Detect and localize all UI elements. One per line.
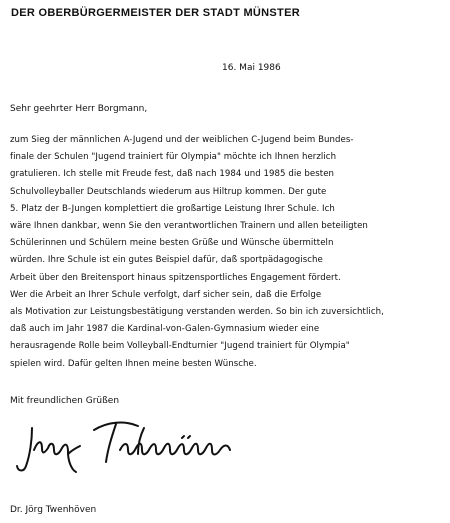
- body-line: zum Sieg der männlichen A-Jugend und der weiblichen C-Jugend beim Bundes-: [10, 135, 354, 145]
- body-line: Schulvolleyballer Deutschlands wiederum aus Hiltrup kommen. Der gute: [10, 186, 327, 197]
- handwritten-signature: [12, 410, 252, 480]
- letter-date: 16. Mai 1986: [222, 63, 281, 73]
- salutation: Sehr geehrter Herr Borgmann,: [10, 104, 148, 114]
- body-line: Arbeit über den Breitensport hinaus spitzensportliches Engagement fördert.: [10, 272, 341, 283]
- body-line: Schülerinnen und Schülern meine besten Grüße und Wünsche übermitteln: [10, 238, 334, 249]
- body-line: daß auch im Jahr 1987 die Kardinal-von-Galen-Gymnasium wieder eine: [10, 324, 320, 335]
- letter-body: [10, 132, 446, 373]
- signer-name: Dr. Jörg Twenhöven: [10, 505, 97, 515]
- body-line: gratulieren. Ich stelle mit Freude fest, daß nach 1984 und 1985 die besten: [10, 169, 335, 180]
- body-line: als Motivation zur Leistungsbestätigung verstanden werden. So bin ich zuversichtlich,: [10, 307, 384, 318]
- body-line: Wer die Arbeit an Ihrer Schule verfolgt, darf sicher sein, daß die Erfolge: [10, 289, 322, 300]
- body-line: spielen wird. Dafür gelten Ihnen meine besten Wünsche.: [10, 358, 257, 369]
- body-line: finale der Schulen "Jugend trainiert für Olympia" möchte ich Ihnen herzlich: [10, 152, 337, 163]
- closing: Mit freundlichen Grüßen: [10, 396, 120, 406]
- body-line: herausragende Rolle beim Volleyball-Endturnier "Jugend trainiert für Olympia": [10, 341, 350, 352]
- body-line: 5. Platz der B-Jungen komplettiert die großartige Leistung Ihrer Schule. Ich: [10, 203, 335, 214]
- body-line: würden. Ihre Schule ist ein gutes Beispiel dafür, daß sportpädagogische: [10, 255, 323, 266]
- letterhead: DER OBERBÜRGERMEISTER DER STADT MÜNSTER: [11, 7, 300, 19]
- body-line: wäre Ihnen dankbar, wenn Sie den verantwortlichen Trainern und allen beteiligten: [10, 221, 368, 232]
